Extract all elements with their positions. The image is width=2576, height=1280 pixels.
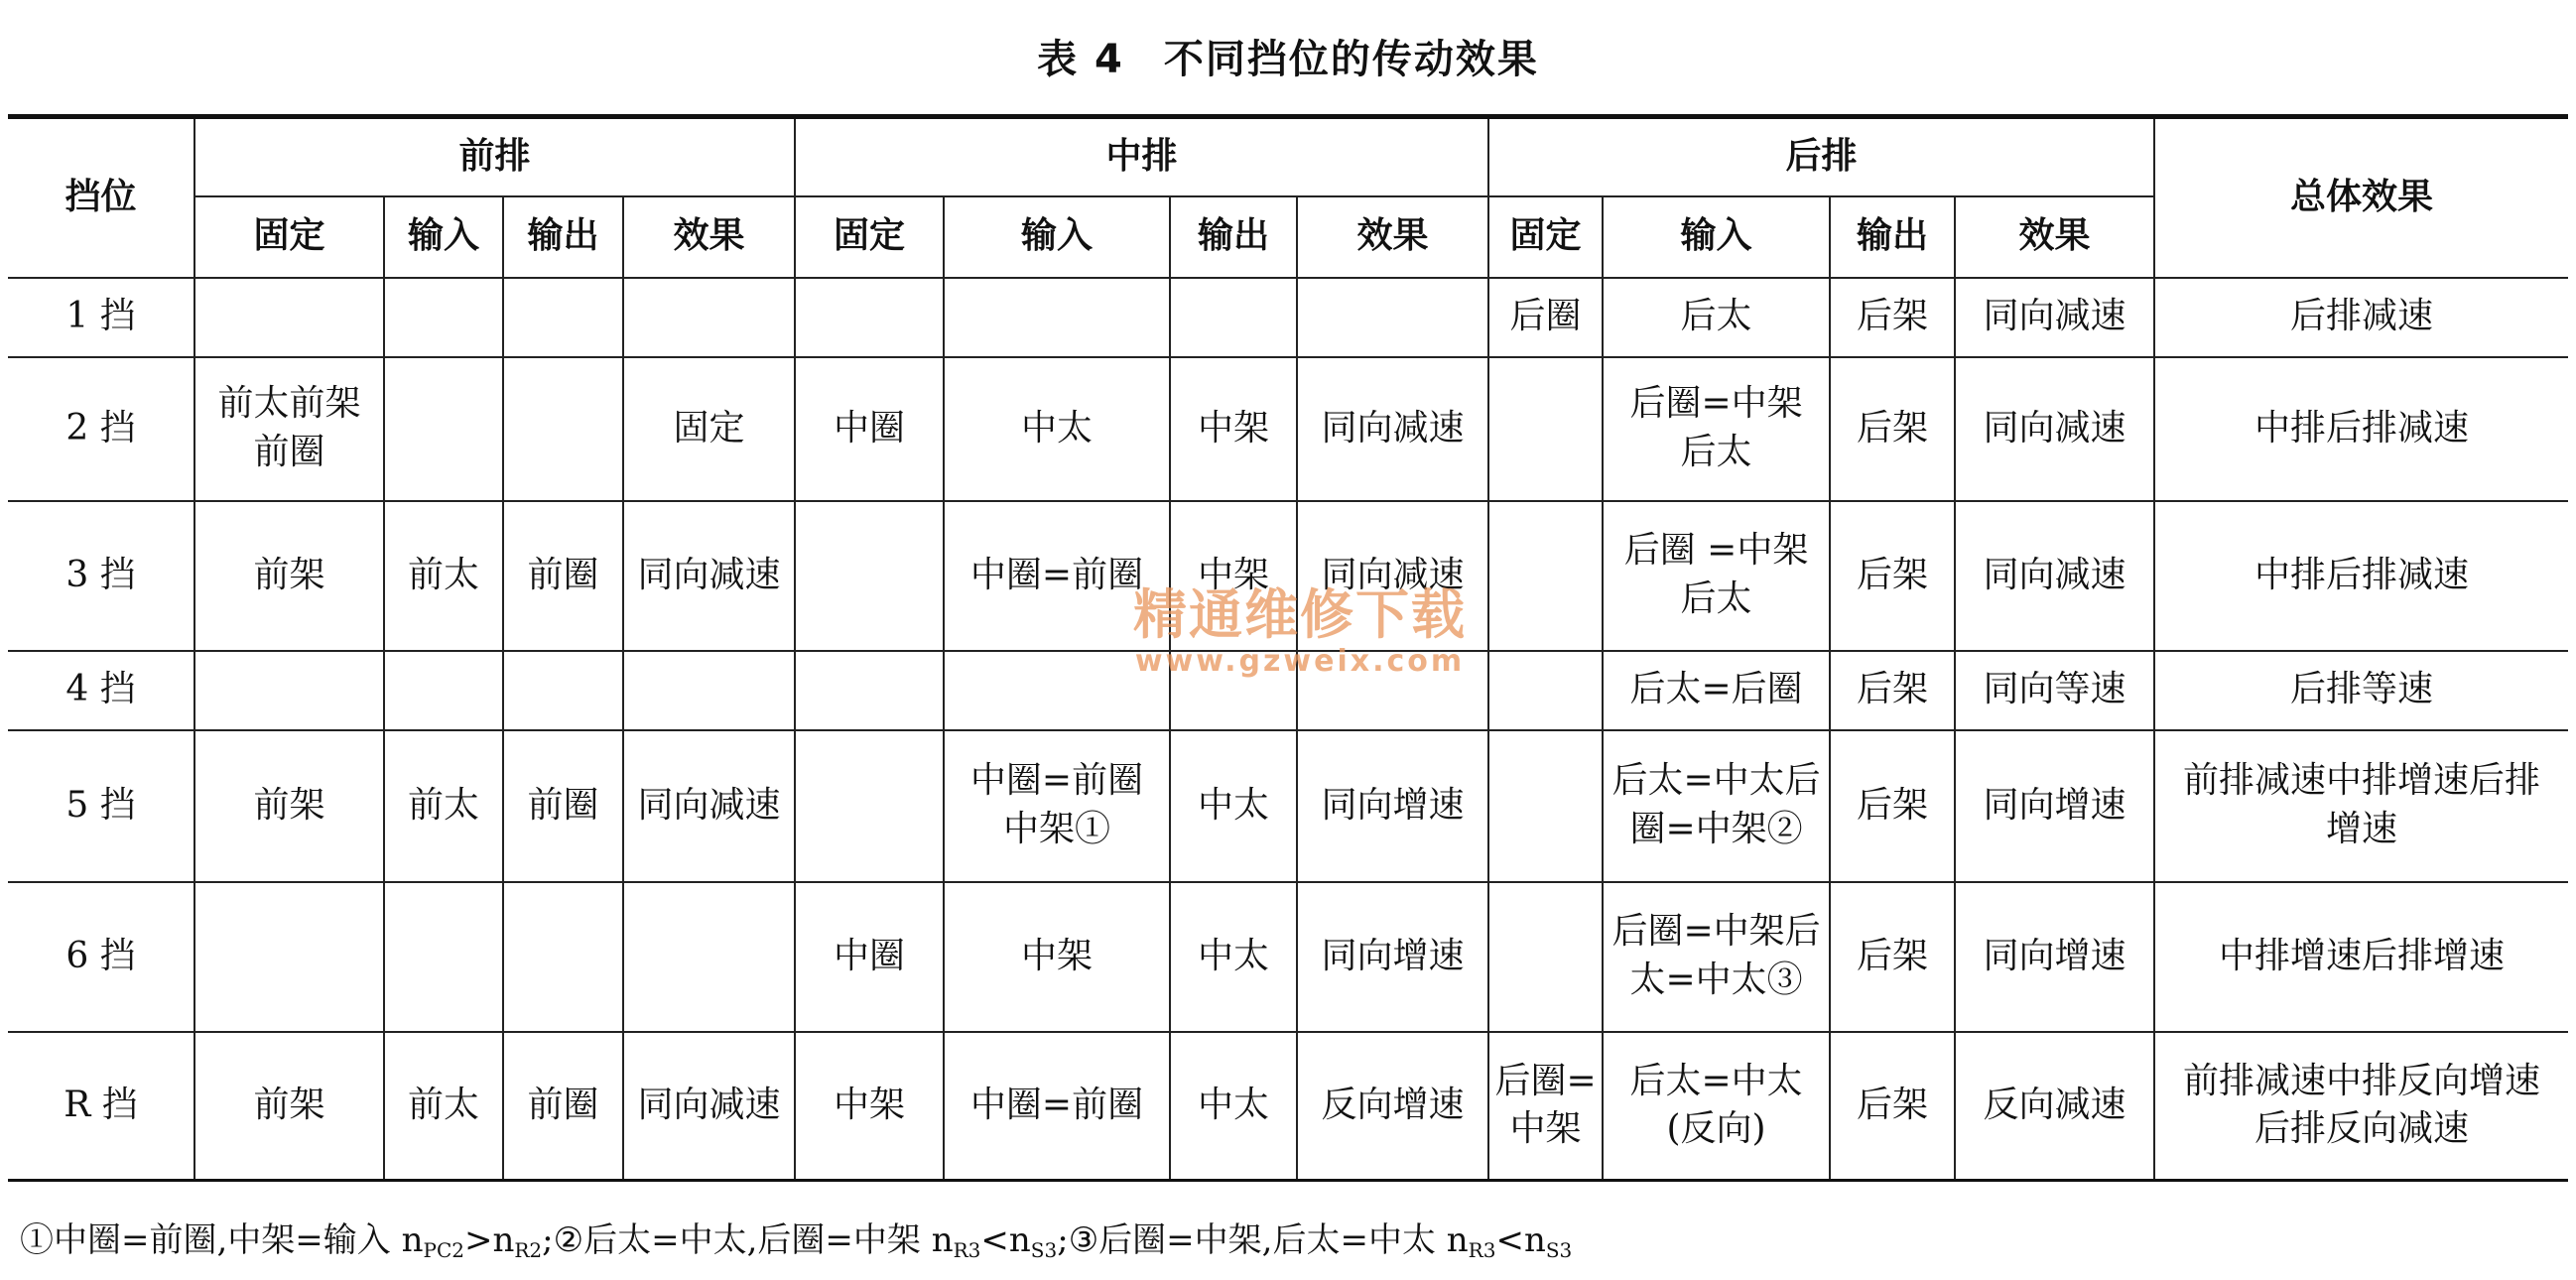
front-input-cell: 前太: [384, 1032, 503, 1181]
middle-effect-cell: [1297, 278, 1488, 357]
rear-output-cell: 后架: [1830, 1032, 1955, 1181]
front-fixed-cell: [194, 278, 384, 357]
table-row: [8, 357, 2568, 501]
front-fixed-cell: 前架: [194, 501, 384, 651]
middle-input-cell: 中架: [944, 882, 1170, 1032]
overall-effect-cell: 前排减速中排增速后排 增速: [2154, 730, 2568, 882]
rear-fixed-cell: [1488, 651, 1603, 730]
middle-input-cell: 中圈=前圈 中架①: [944, 730, 1170, 882]
rear-fixed-cell: [1488, 501, 1603, 651]
header-overall: 总体效果: [2154, 117, 2568, 278]
middle-input-cell: [944, 651, 1170, 730]
table-title: 不同挡位的传动效果: [1163, 37, 1539, 82]
front-input-cell: [384, 651, 503, 730]
middle-input-cell: 中圈=前圈: [944, 1032, 1170, 1181]
rear-input-cell: 后太: [1603, 278, 1830, 357]
footnote-subscript: R3: [953, 1238, 981, 1262]
front-output-cell: 前圈: [503, 730, 623, 882]
watermark-text: 精通维修下载: [1133, 583, 1467, 646]
header-front-fixed: 固定: [194, 196, 384, 278]
header-front-output: 输出: [503, 196, 623, 278]
rear-output-cell: 后架: [1830, 501, 1955, 651]
gear-cell: 2 挡: [8, 357, 194, 501]
footnote-text: >n: [463, 1220, 515, 1260]
middle-output-cell: 中架: [1170, 501, 1297, 651]
front-effect-cell: 同向减速: [623, 1032, 795, 1181]
rear-effect-cell: 反向减速: [1955, 1032, 2154, 1181]
footnote-subscript: R2: [514, 1238, 543, 1262]
rear-output-cell: 后架: [1830, 730, 1955, 882]
front-effect-cell: [623, 278, 795, 357]
header-rear-input: 输入: [1603, 196, 1830, 278]
front-effect-cell: 同向减速: [623, 501, 795, 651]
overall-effect-cell: 中排后排减速: [2154, 501, 2568, 651]
table-footnote: [20, 1213, 1572, 1262]
front-effect-cell: [623, 651, 795, 730]
table-row: [8, 882, 2568, 1032]
front-effect-cell: [623, 882, 795, 1032]
rear-input-cell: 后太=中太 (反向): [1603, 1032, 1830, 1181]
rear-fixed-cell: [1488, 882, 1603, 1032]
rear-fixed-cell: 后圈= 中架: [1488, 1032, 1603, 1181]
middle-effect-cell: 同向减速: [1297, 501, 1488, 651]
footnote-subscript: S3: [1545, 1238, 1573, 1262]
front-fixed-cell: 前太前架 前圈: [194, 357, 384, 501]
table-body: [8, 278, 2568, 1181]
footnote-subscript: PC2: [423, 1238, 464, 1262]
header-rear-effect: 效果: [1955, 196, 2154, 278]
gear-cell: 1 挡: [8, 278, 194, 357]
footnote-text: <n: [980, 1220, 1031, 1260]
rear-output-cell: 后架: [1830, 357, 1955, 501]
footnote-text: <n: [1495, 1220, 1546, 1260]
front-output-cell: [503, 882, 623, 1032]
header-rear-fixed: 固定: [1488, 196, 1603, 278]
front-output-cell: [503, 357, 623, 501]
front-fixed-cell: 前架: [194, 1032, 384, 1181]
front-effect-cell: 固定: [623, 357, 795, 501]
middle-input-cell: [944, 278, 1170, 357]
middle-output-cell: 中太: [1170, 882, 1297, 1032]
middle-fixed-cell: [795, 278, 944, 357]
middle-fixed-cell: [795, 730, 944, 882]
header-middle-output: 输出: [1170, 196, 1297, 278]
table-row: [8, 730, 2568, 882]
middle-effect-cell: 同向减速: [1297, 357, 1488, 501]
gear-cell: 4 挡: [8, 651, 194, 730]
middle-input-cell: 中太: [944, 357, 1170, 501]
header-front-input: 输入: [384, 196, 503, 278]
front-output-cell: 前圈: [503, 1032, 623, 1181]
footnote-text: ;③后圈=中架,后太=中太 n: [1057, 1220, 1469, 1260]
header-front-effect: 效果: [623, 196, 795, 278]
middle-fixed-cell: 中圈: [795, 882, 944, 1032]
middle-effect-cell: [1297, 651, 1488, 730]
table-row: [8, 501, 2568, 651]
rear-effect-cell: 同向减速: [1955, 357, 2154, 501]
overall-effect-cell: 前排减速中排反向增速 后排反向减速: [2154, 1032, 2568, 1181]
rear-input-cell: 后圈=中架 后太: [1603, 357, 1830, 501]
table-row: [8, 1032, 2568, 1181]
middle-effect-cell: 反向增速: [1297, 1032, 1488, 1181]
middle-fixed-cell: 中架: [795, 1032, 944, 1181]
middle-output-cell: [1170, 278, 1297, 357]
table-number: 表 4: [1037, 37, 1124, 82]
header-middle-effect: 效果: [1297, 196, 1488, 278]
gear-effect-table: [8, 114, 2568, 1182]
overall-effect-cell: 后排等速: [2154, 651, 2568, 730]
watermark-url: www.gzweix.com: [1134, 643, 1466, 679]
rear-input-cell: 后圈 =中架 后太: [1603, 501, 1830, 651]
header-gear: 挡位: [8, 117, 194, 278]
overall-effect-cell: 后排减速: [2154, 278, 2568, 357]
middle-output-cell: 中太: [1170, 730, 1297, 882]
rear-output-cell: 后架: [1830, 278, 1955, 357]
header-rear-output: 输出: [1830, 196, 1955, 278]
rear-output-cell: 后架: [1830, 882, 1955, 1032]
middle-fixed-cell: [795, 651, 944, 730]
front-output-cell: [503, 278, 623, 357]
footnote-subscript: S3: [1030, 1238, 1058, 1262]
rear-effect-cell: 同向等速: [1955, 651, 2154, 730]
header-row-groups: [8, 117, 2568, 196]
rear-input-cell: 后太=后圈: [1603, 651, 1830, 730]
gear-effect-table-wrapper: [8, 114, 2568, 1182]
footnote-text: ①中圈=前圈,中架=输入 n: [20, 1220, 424, 1260]
gear-cell: 6 挡: [8, 882, 194, 1032]
rear-fixed-cell: [1488, 357, 1603, 501]
middle-fixed-cell: 中圈: [795, 357, 944, 501]
middle-effect-cell: 同向增速: [1297, 882, 1488, 1032]
middle-fixed-cell: [795, 501, 944, 651]
rear-effect-cell: 同向增速: [1955, 882, 2154, 1032]
front-input-cell: 前太: [384, 501, 503, 651]
rear-effect-cell: 同向增速: [1955, 730, 2154, 882]
overall-effect-cell: 中排增速后排增速: [2154, 882, 2568, 1032]
front-input-cell: 前太: [384, 730, 503, 882]
gear-cell: R 挡: [8, 1032, 194, 1181]
front-fixed-cell: [194, 882, 384, 1032]
table-caption: [0, 28, 2576, 84]
front-input-cell: [384, 278, 503, 357]
table-row: [8, 651, 2568, 730]
header-front: 前排: [194, 117, 795, 196]
gear-cell: 5 挡: [8, 730, 194, 882]
middle-input-cell: 中圈=前圈: [944, 501, 1170, 651]
header-middle: 中排: [795, 117, 1488, 196]
header-rear: 后排: [1488, 117, 2154, 196]
footnote-text: ;②后太=中太,后圈=中架 n: [542, 1220, 954, 1260]
front-input-cell: [384, 357, 503, 501]
footnote-subscript: R3: [1468, 1238, 1496, 1262]
middle-output-cell: 中太: [1170, 1032, 1297, 1181]
rear-effect-cell: 同向减速: [1955, 278, 2154, 357]
rear-output-cell: 后架: [1830, 651, 1955, 730]
middle-output-cell: [1170, 651, 1297, 730]
front-output-cell: 前圈: [503, 501, 623, 651]
middle-output-cell: 中架: [1170, 357, 1297, 501]
rear-effect-cell: 同向减速: [1955, 501, 2154, 651]
overall-effect-cell: 中排后排减速: [2154, 357, 2568, 501]
middle-effect-cell: 同向增速: [1297, 730, 1488, 882]
front-output-cell: [503, 651, 623, 730]
front-fixed-cell: 前架: [194, 730, 384, 882]
header-middle-input: 输入: [944, 196, 1170, 278]
rear-input-cell: 后圈=中架后 太=中太③: [1603, 882, 1830, 1032]
rear-fixed-cell: 后圈: [1488, 278, 1603, 357]
rear-input-cell: 后太=中太后 圈=中架②: [1603, 730, 1830, 882]
rear-fixed-cell: [1488, 730, 1603, 882]
header-middle-fixed: 固定: [795, 196, 944, 278]
gear-cell: 3 挡: [8, 501, 194, 651]
table-row: [8, 278, 2568, 357]
front-effect-cell: 同向减速: [623, 730, 795, 882]
front-fixed-cell: [194, 651, 384, 730]
front-input-cell: [384, 882, 503, 1032]
